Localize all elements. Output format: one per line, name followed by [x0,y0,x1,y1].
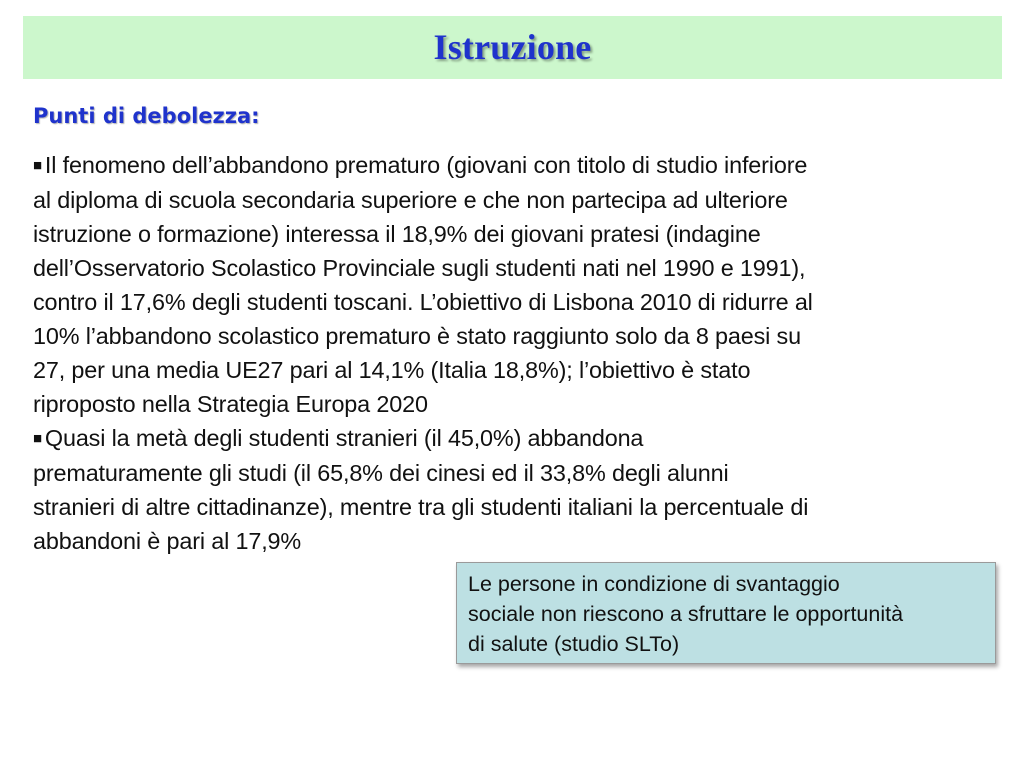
bullet-line: istruzione o formazione) interessa il 18,9% dei giovani pratesi (indagine [33,221,761,247]
bullet-line: prematuramente gli studi (il 65,8% dei cinesi ed il 33,8% degli alunni [33,460,729,486]
bullet-line: al diploma di scuola secondaria superiore e che non partecipa ad ulteriore [33,187,788,213]
bullet-item-foreign-students [33,421,998,558]
bullet-line: dell’Osservatorio Scolastico Provinciale sugli studenti nati nel 1990 e 1991), [33,255,806,281]
note-line: di salute (studio SLTo) [468,632,680,656]
bullet-line: 27, per una media UE27 pari al 14,1% (Italia 18,8%); l’obiettivo è stato [33,357,751,383]
square-bullet-icon: ■ [33,157,42,174]
bullet-line: riproposto nella Strategia Europa 2020 [33,391,428,417]
bullet-line: Quasi la metà degli studenti stranieri (il 45,0%) abbandona [44,425,644,451]
section-heading: Punti di debolezza: [33,104,260,128]
page-title: Istruzione [433,26,592,67]
bullet-line: stranieri di altre cittadinanze), mentre tra gli studenti italiani la percentuale di [33,494,809,520]
bullet-line: contro il 17,6% degli studenti toscani. L’obiettivo di Lisbona 2010 di ridurre al [33,289,813,315]
note-box [456,562,996,664]
bullet-line: abbandoni è pari al 17,9% [33,528,302,554]
bullet-line: Il fenomeno dell’abbandono prematuro (giovani con titolo di studio inferiore [44,152,808,178]
bullet-item-dropout [33,148,998,421]
bullet-list [33,148,998,558]
bullet-line: 10% l’abbandono scolastico prematuro è stato raggiunto solo da 8 paesi su [33,323,801,349]
title-banner [23,16,1002,79]
note-line: Le persone in condizione di svantaggio [468,572,840,596]
square-bullet-icon: ■ [33,430,42,447]
note-line: sociale non riescono a sfruttare le opportunità [468,602,904,626]
